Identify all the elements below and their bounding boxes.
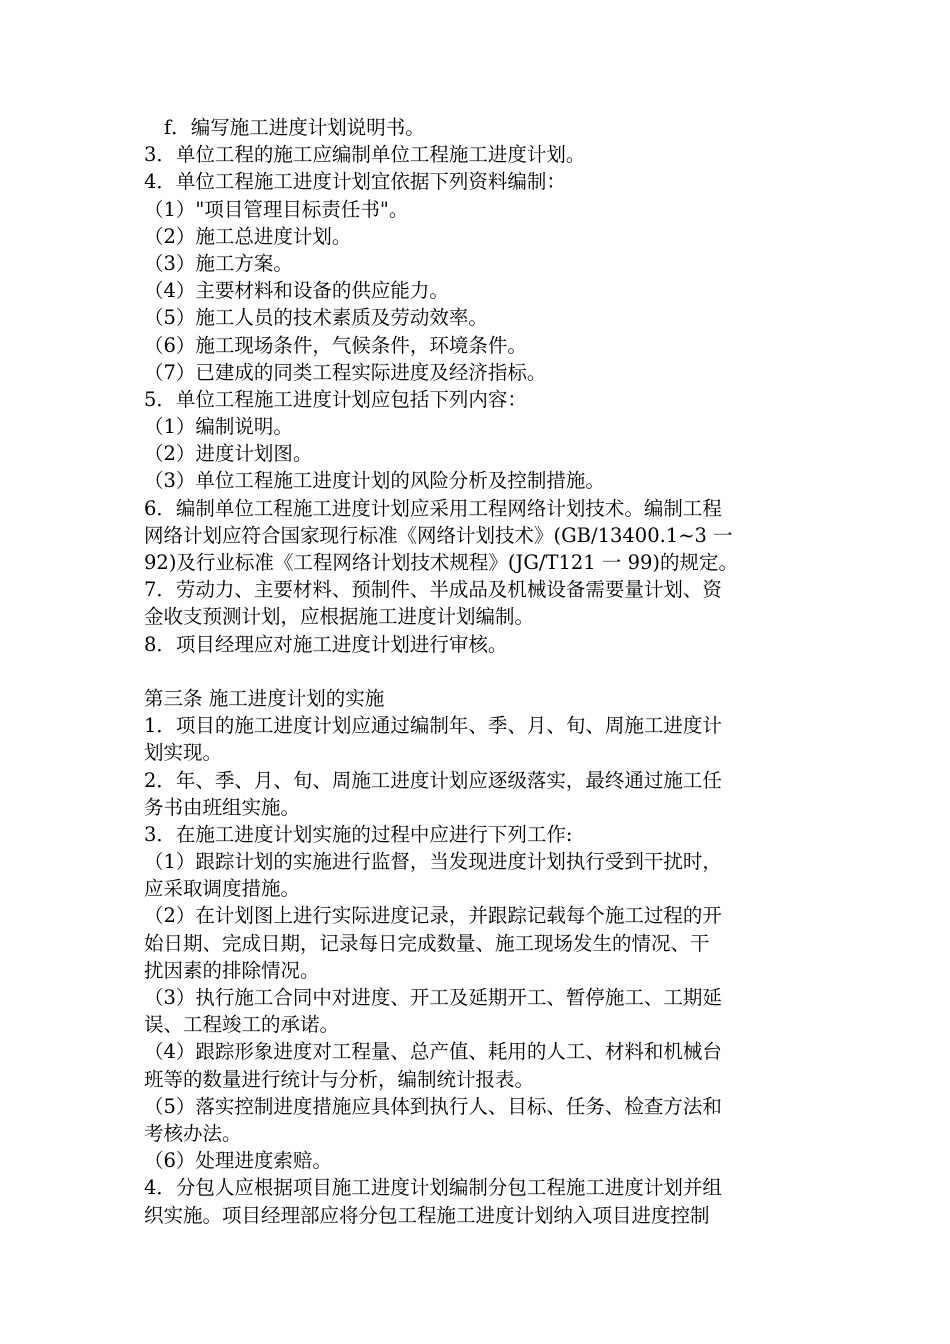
paragraph-line: 7．劳动力、主要材料、预制件、半成品及机械设备需要量计划、资 [144,578,722,602]
paragraph-line: 1．项目的施工进度计划应通过编制年、季、月、旬、周施工进度计 [144,714,722,738]
list-item: （1）编制说明。 [144,415,293,439]
section-heading: 第三条 施工进度计划的实施 [144,686,385,710]
list-item: （3）单位工程施工进度计划的风险分析及控制措施。 [144,469,605,493]
list-item: （3）执行施工合同中对进度、开工及延期开工、暂停施工、工期延 [144,986,722,1009]
paragraph-line: 务书由班组实施。 [144,795,301,819]
list-item: 班等的数量进行统计与分析，编制统计报表。 [144,1067,535,1091]
list-item: （2）施工总进度计划。 [144,224,352,248]
list-item: （1）跟踪计划的实施进行监督，当发现进度计划执行受到干扰时， [144,850,722,874]
paragraph-line: 4．单位工程施工进度计划宜依据下列资料编制： [144,170,566,194]
paragraph-line: 8．项目经理应对施工进度计划进行审核。 [144,632,508,656]
list-item: （4）主要材料和设备的供应能力。 [144,279,449,303]
list-item: （3）施工方案。 [144,251,293,275]
list-item: 应采取调度措施。 [144,877,301,901]
list-item: （1）"项目管理目标责任书"。 [144,197,409,221]
paragraph-line: 网络计划应符合国家现行标准《网络计划技术》(GB/13400.1~3 一 [144,523,733,547]
list-item: （5）落实控制进度措施应具体到执行人、目标、任务、检查方法和 [144,1094,722,1118]
paragraph-line: 2．年、季、月、旬、周施工进度计划应逐级落实，最终通过施工任 [144,768,722,792]
list-item: （7）已建成的同类工程实际进度及经济指标。 [144,360,547,384]
list-item: （5）施工人员的技术素质及劳动效率。 [144,306,488,330]
paragraph-line: f．编写施工进度计划说明书。 [164,116,425,139]
list-item: （2）进度计划图。 [144,442,313,466]
list-item: 误、工程竣工的承诺。 [144,1013,340,1037]
paragraph-line: 划实现。 [144,741,223,765]
paragraph-line: 6．编制单位工程施工进度计划应采用工程网络计划技术。编制工程 [144,496,722,520]
list-item: （6）处理进度索赔。 [144,1149,332,1173]
paragraph-line: 5．单位工程施工进度计划应包括下列内容： [144,387,527,411]
paragraph-line: 4．分包人应根据项目施工进度计划编制分包工程施工进度计划并组 [144,1176,722,1200]
document-body [144,114,808,1229]
list-item: （2）在计划图上进行实际进度记录，并跟踪记载每个施工过程的开 [144,904,722,928]
list-item: 扰因素的排除情况。 [144,958,320,982]
paragraph-line: 金收支预测计划，应根据施工进度计划编制。 [144,605,535,629]
list-item: 考核办法。 [144,1121,242,1145]
paragraph-line: 92)及行业标准《工程网络计划技术规程》(JG/T121 一 99)的规定。 [144,551,739,574]
blank-line [144,658,808,685]
paragraph-line: 织实施。项目经理部应将分包工程施工进度计划纳入项目进度控制 [144,1203,710,1227]
list-item: 始日期、完成日期，记录每日完成数量、施工现场发生的情况、干 [144,931,710,955]
list-item: （4）跟踪形象进度对工程量、总产值、耗用的人工、材料和机械台 [144,1040,722,1064]
paragraph-line: 3．在施工进度计划实施的过程中应进行下列工作: [144,822,573,846]
list-item: （6）施工现场条件，气候条件，环境条件。 [144,333,527,357]
paragraph-line: 3．单位工程的施工应编制单位工程施工进度计划。 [144,143,586,167]
